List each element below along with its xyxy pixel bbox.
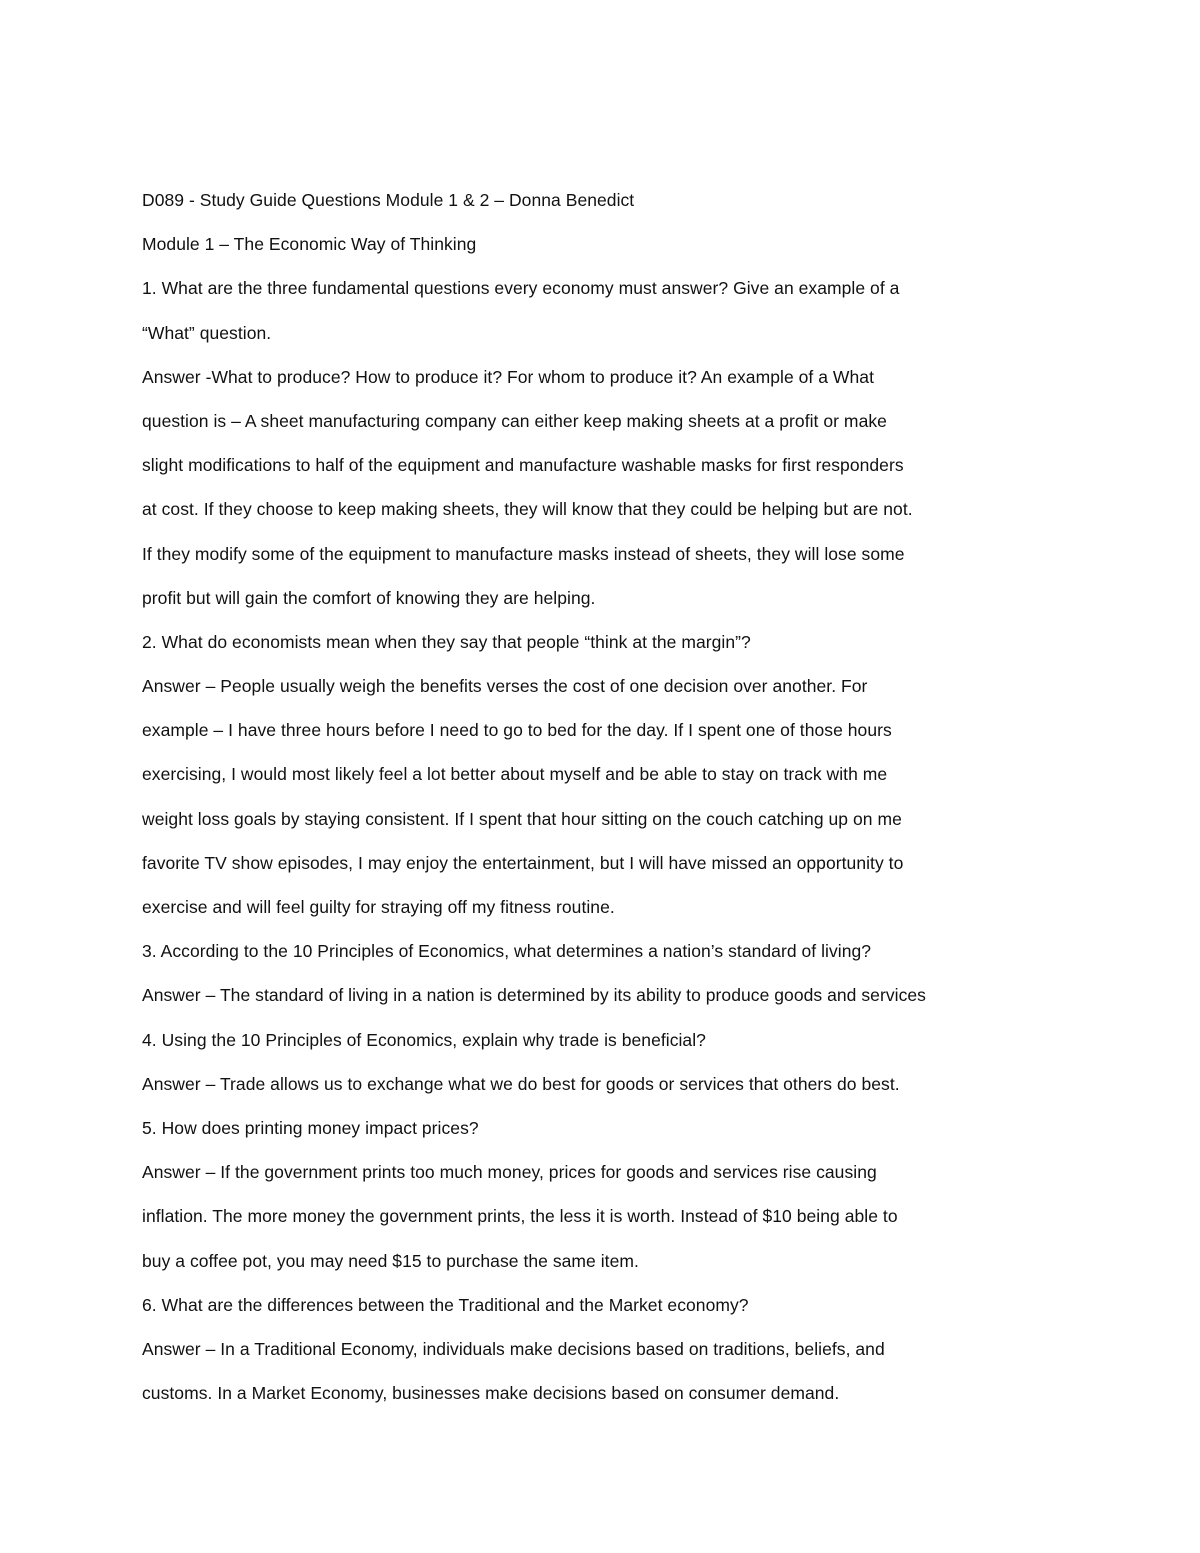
answer-5-line-3: buy a coffee pot, you may need $15 to purchase the same item. <box>142 1250 639 1271</box>
question-6: 6. What are the differences between the Traditional and the Market economy? <box>142 1294 749 1315</box>
question-4: 4. Using the 10 Principles of Economics, explain why trade is beneficial? <box>142 1029 706 1050</box>
answer-1-line-4: at cost. If they choose to keep making sheets, they will know that they could be helping but are not. <box>142 499 913 520</box>
question-3: 3. According to the 10 Principles of Economics, what determines a nation’s standard of living? <box>142 941 872 962</box>
answer-1-line-5: If they modify some of the equipment to manufacture masks instead of sheets, they will lose some <box>142 543 905 564</box>
answer-1-line-2: question is – A sheet manufacturing company can either keep making sheets at a profit or make <box>142 410 887 431</box>
question-1-line-2: “What” question. <box>142 322 272 343</box>
answer-3: Answer – The standard of living in a nation is determined by its ability to produce goods and services <box>142 985 926 1006</box>
document-title: D089 - Study Guide Questions Module 1 & 2 – Donna Benedict <box>142 190 635 210</box>
answer-5-line-1: Answer – If the government prints too much money, prices for goods and services rise causing <box>142 1162 877 1183</box>
answer-1-line-3: slight modifications to half of the equipment and manufacture washable masks for first responders <box>142 455 904 476</box>
answer-2-line-2: example – I have three hours before I need to go to bed for the day. If I spent one of those hours <box>142 720 892 741</box>
answer-2-line-5: favorite TV show episodes, I may enjoy the entertainment, but I will have missed an opportunity to <box>142 852 904 873</box>
answer-1-line-1: Answer -What to produce? How to produce it? For whom to produce it? An example of a What <box>142 366 874 387</box>
answer-2-line-4: weight loss goals by staying consistent. If I spent that hour sitting on the couch catching up on me <box>142 808 902 829</box>
module-heading: Module 1 – The Economic Way of Thinking <box>142 234 477 255</box>
answer-5-line-2: inflation. The more money the government prints, the less it is worth. Instead of $10 being able to <box>142 1206 898 1227</box>
document-body <box>142 185 1042 1422</box>
question-5: 5. How does printing money impact prices? <box>142 1117 479 1138</box>
answer-1-line-6: profit but will gain the comfort of knowing they are helping. <box>142 587 596 608</box>
answer-2-line-1: Answer – People usually weigh the benefits verses the cost of one decision over another. For <box>142 676 868 697</box>
answer-6-line-2: customs. In a Market Economy, businesses make decisions based on consumer demand. <box>142 1383 840 1404</box>
answer-4: Answer – Trade allows us to exchange what we do best for goods or services that others do best. <box>142 1073 900 1094</box>
answer-2-line-3: exercising, I would most likely feel a lot better about myself and be able to stay on track with me <box>142 764 888 785</box>
question-2: 2. What do economists mean when they say that people “think at the margin”? <box>142 631 751 652</box>
question-1-line-1: 1. What are the three fundamental questions every economy must answer? Give an example of a <box>142 278 900 299</box>
answer-6-line-1: Answer – In a Traditional Economy, individuals make decisions based on traditions, beliefs, and <box>142 1338 885 1359</box>
answer-2-line-6: exercise and will feel guilty for straying off my fitness routine. <box>142 897 615 917</box>
